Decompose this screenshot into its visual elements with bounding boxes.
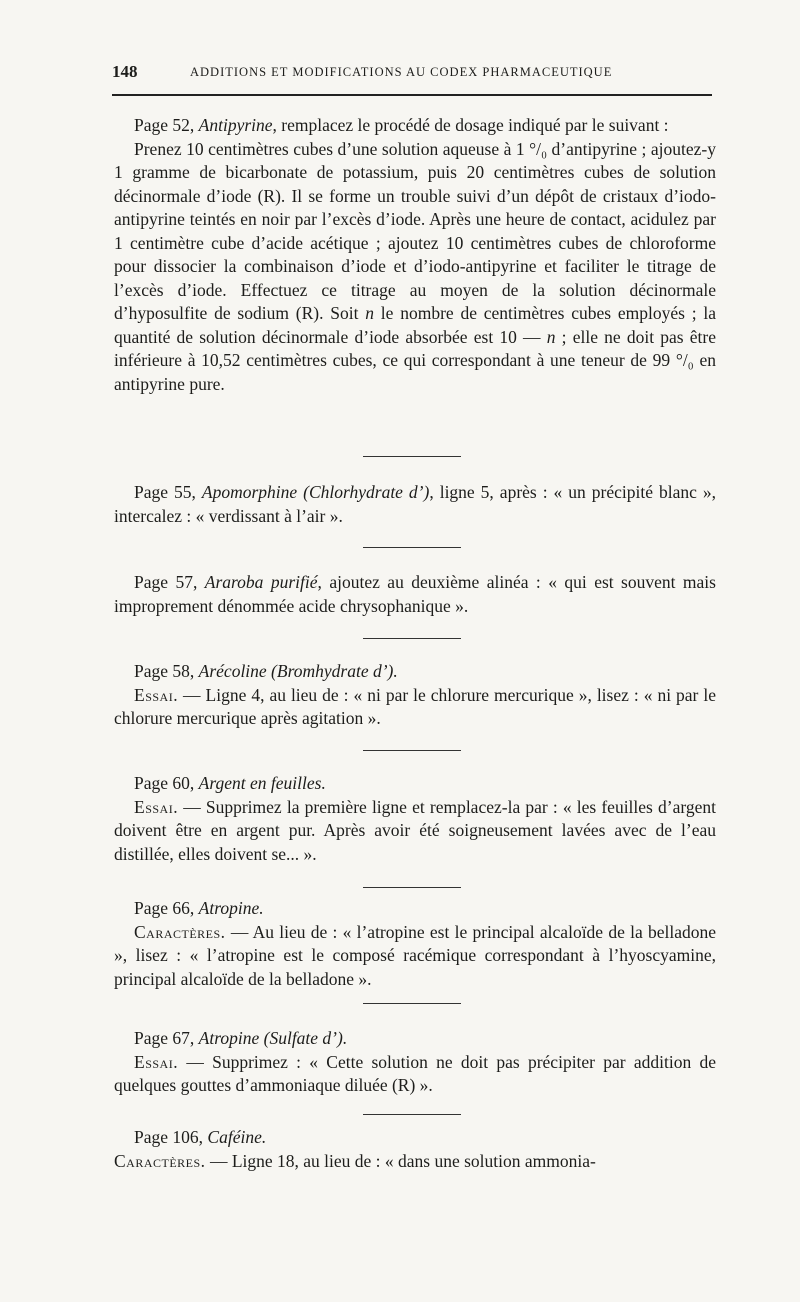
page-ref: Page 106, [134,1127,208,1147]
section-divider [363,1003,461,1004]
entry-text: — Supprimez : « Cette solution ne doit pas précipiter par addition de quelques gouttes d’ammoniaque diluée (R) ». [114,1051,716,1095]
page-ref: Page 58, [134,661,199,681]
section-divider [363,456,461,457]
page-ref: Page 57, [134,572,205,592]
entry-name: Argent en feuilles. [198,773,326,793]
page-ref: Page 67, [134,1028,199,1048]
entry-paragraph [114,796,716,867]
entry-argent [114,772,716,866]
entry-text: — Supprimez la première ligne et remplacez-la par : « les feuilles d’argent doivent être en argent pur. Après avoir été soigneusement lavées avec de l’eau distillée, elles doivent se... ». [114,796,716,864]
entry-atropine-sulfate [114,1027,716,1098]
entry-heading [114,660,716,684]
entry-heading [114,772,716,796]
body-part-1: Prenez 10 centimètres cubes d’une solution aqueuse à 1 °/₀ d’antipyrine ; ajoutez-y 1 gramme de bicarbonate de potassium, puis 20 centimètres cubes de solution décinormale d’iode (R). Il se forme un trouble suivi d’un dépôt de cristaux d’iodo-antipyrine teintés en noir par l’excès d’iode. Après une heure de contact, acidulez par 1 centimètre cube d’acide acétique ; ajoutez 10 centimètres cubes de chloroforme pour dissocier la combinaison d’iode et d’iodo-antipyrine et faciliter le titrage de l’excès d’iode. Effectuez ce titrage au moyen de la solution décinormale d’hyposulfite de sodium (R). Soit [114,138,716,323]
entry-heading [114,1126,716,1150]
entry-heading [114,114,716,138]
entry-name: Antipyrine [198,115,273,135]
section-label: Essai. [134,684,179,705]
body-part-2: le nombre de centimètres cubes employés ; la quantité de solution décinormale d’iode absorbée est 10 — [114,303,717,347]
entry-paragraph [114,571,716,618]
section-label: Essai. [134,796,179,817]
entry-atropine [114,897,716,991]
entry-name: Atropine (Sulfate d’). [198,1028,348,1048]
section-divider [363,887,461,888]
entry-araroba [114,571,716,618]
entry-paragraph [114,921,716,992]
entry-apomorphine [114,481,716,528]
entry-cafeine [114,1126,716,1173]
section-divider [363,750,461,751]
header-rule [112,94,712,96]
entry-text: — Ligne 18, au lieu de : « dans une solution ammonia- [205,1150,596,1171]
entry-heading [114,897,716,921]
entry-paragraph [114,1150,716,1174]
variable-n: n [546,326,556,347]
entry-antipyrine [114,114,716,396]
entry-text: , ligne 5, après : « un précipité blanc », intercalez : « verdissant à l’air ». [114,482,716,526]
section-divider [363,638,461,639]
page-ref: Page 66, [134,898,199,918]
section-divider [363,1114,461,1115]
entry-name: Atropine. [198,898,264,918]
entry-name: Caféine. [207,1127,267,1147]
entry-paragraph [114,684,716,731]
entry-heading [114,1027,716,1051]
section-label: Essai. [134,1051,179,1072]
entry-name: Arécoline (Bromhydrate d’). [198,661,398,681]
entry-name: Apomorphine (Chlorhydrate d’) [201,482,430,502]
entry-text: — Au lieu de : « l’atropine est le principal alcaloïde de la belladone », lisez : « l’atropine est le composé racémique correspondant à l’hyoscyamine, principal alcaloïde de la belladone ». [114,921,716,989]
page-number: 148 [112,62,138,81]
page-ref: Page 60, [134,773,199,793]
body-part-3: ; elle ne doit pas être inférieure à 10,52 centimètres cubes, ce qui correspondant à une teneur de 99 °/₀ en antipyrine pure. [114,326,717,394]
running-header [112,62,712,86]
variable-n: n [365,303,374,323]
entry-body [114,138,716,397]
section-divider [363,547,461,548]
entry-name: Araroba purifié [204,572,318,592]
page-ref: Page 52, [134,115,199,135]
entry-paragraph [114,1051,716,1098]
entry-lead: , remplacez le procédé de dosage indiqué par le suivant : [272,115,669,135]
entry-paragraph [114,481,716,528]
page-ref: Page 55, [134,482,202,502]
entry-text: , ajoutez au deuxième alinéa : « qui est souvent mais improprement dénommée acide chrysophanique ». [114,572,716,616]
section-label: Caractères. [114,1150,206,1171]
section-label: Caractères. [134,921,226,942]
entry-arecoline [114,660,716,731]
running-title: ADDITIONS ET MODIFICATIONS AU CODEX PHARMACEUTIQUE [190,65,613,79]
entry-text: — Ligne 4, au lieu de : « ni par le chlorure mercurique », lisez : « ni par le chlorure mercurique après agitation ». [114,684,716,728]
